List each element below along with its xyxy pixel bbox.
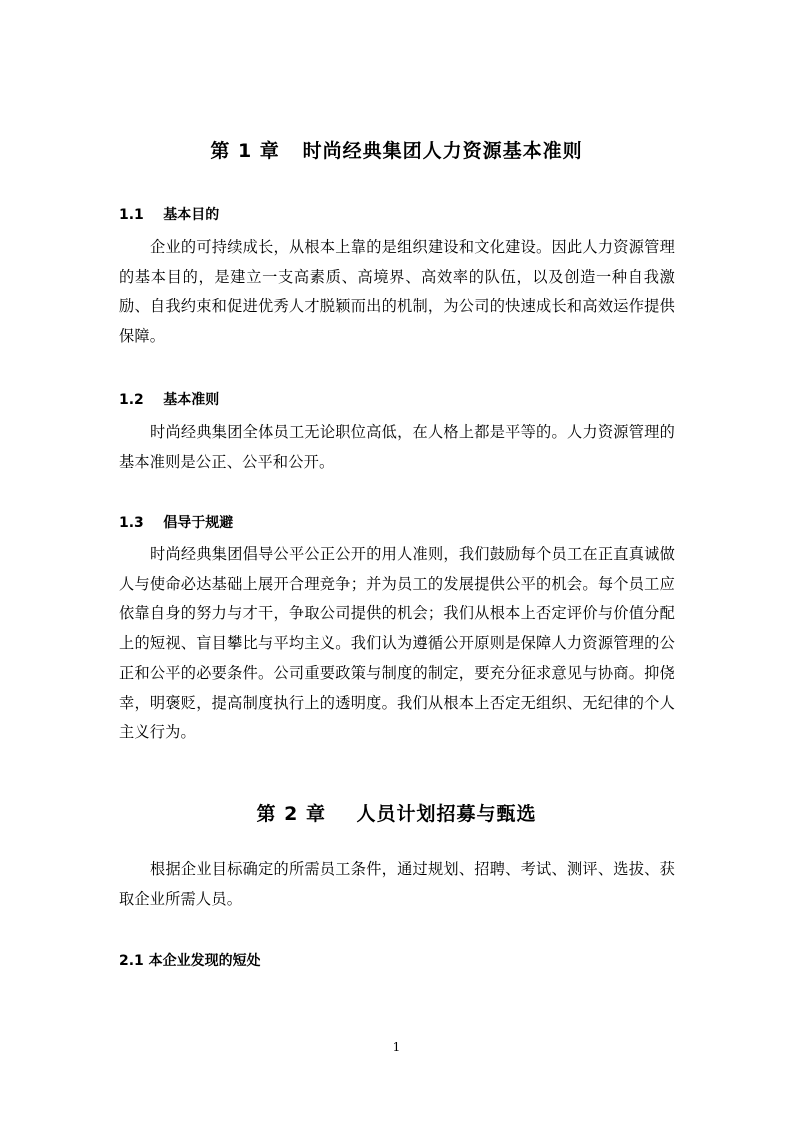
section-1-1-heading: 1.1 基本目的 [119, 207, 220, 223]
chapter-1-title: 第 1 章 时尚经典集团人力资源基本准则 [210, 140, 583, 162]
section-1-2-paragraph: 时尚经典集团全体员工无论职位高低，在人格上都是平等的。人力资源管理的基本准则是公正、公平和公开。 [119, 423, 675, 471]
section-2-1-heading: 2.1 本企业发现的短处 [119, 953, 261, 969]
chapter-2-title: 第 2 章 人员计划招募与甄选 [256, 803, 537, 825]
section-1-3-paragraph: 时尚经典集团倡导公平公正公开的用人准则，我们鼓励每个员工在正直真诚做人与使命必达基础上展开合理竞争；并为员工的发展提供公平的机会。每个员工应依靠自身的努力与才干，争取公司提供的机会；我们从根本上否定评价与价值分配上的短视、盲目攀比与平均主义。我们认为遵循公开原则是保障人力资源管理的公正和公平的必要条件。公司重要政策与制度的制定，要充分征求意见与协商。抑侥幸，明褒贬，提高制度执行上的透明度。我们从根本上否定无组织、无纪律的个人主义行为。 [119, 545, 675, 742]
section-1-3-heading: 1.3 倡导于规避 [119, 515, 234, 531]
section-1-1-paragraph: 企业的可持续成长，从根本上靠的是组织建设和文化建设。因此人力资源管理的基本目的，是建立一支高素质、高境界、高效率的队伍，以及创造一种自我激励、自我约束和促进优秀人才脱颖而出的机制，为公司的快速成长和高效运作提供保障。 [119, 238, 675, 346]
chapter-2-intro-paragraph: 根据企业目标确定的所需员工条件，通过规划、招聘、考试、测评、选拔、获取企业所需人员。 [119, 860, 675, 908]
page-number: 1 [392, 1040, 401, 1054]
section-1-2-heading: 1.2 基本准则 [119, 392, 220, 408]
